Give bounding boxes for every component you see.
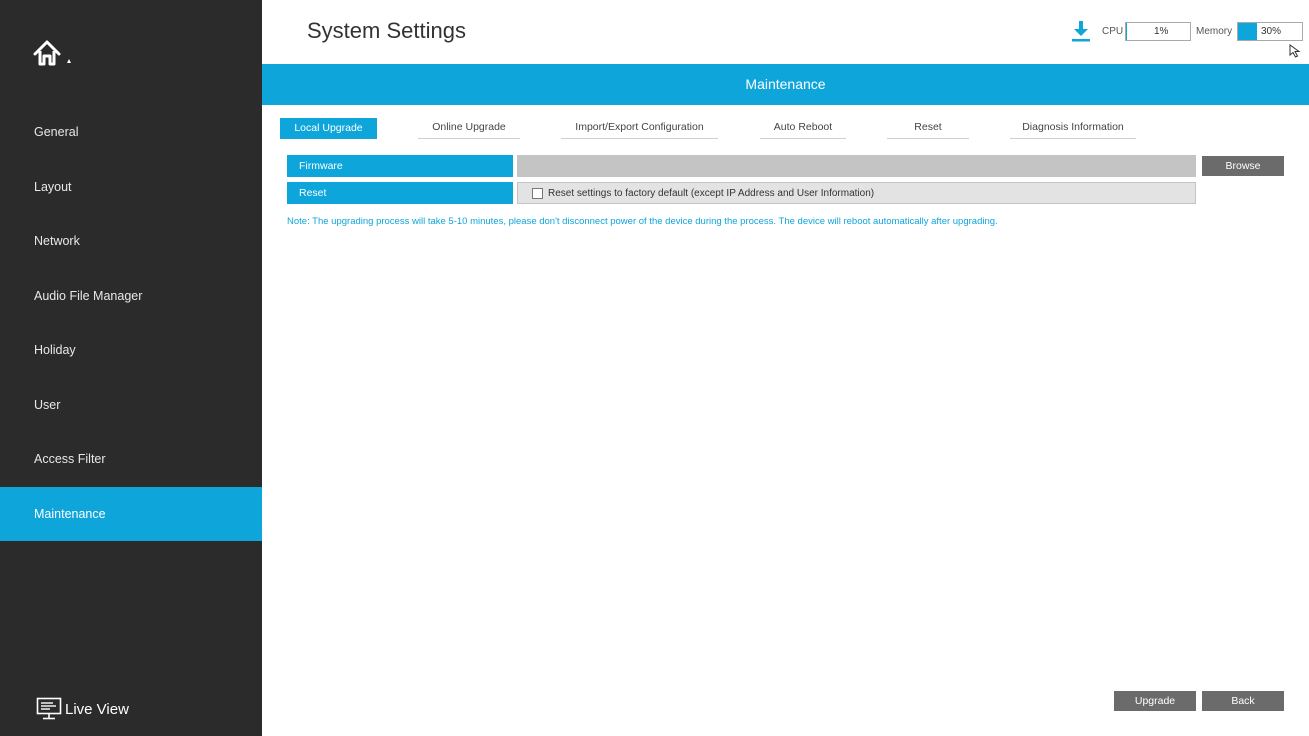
memory-value: 30%: [1261, 26, 1282, 37]
sidebar-item-access-filter[interactable]: [0, 432, 262, 486]
upgrade-button[interactable]: Upgrade: [1114, 691, 1196, 711]
sidebar-item-label: General: [34, 125, 79, 139]
sidebar-item-audio-file-manager[interactable]: [0, 269, 262, 323]
tab-online-upgrade[interactable]: Online Upgrade: [418, 118, 520, 139]
page-title: System Settings: [307, 18, 466, 43]
back-button[interactable]: Back: [1202, 691, 1284, 711]
sidebar-item-label: Network: [34, 234, 80, 248]
download-icon[interactable]: [1070, 20, 1092, 42]
sidebar-item-label: Maintenance: [34, 507, 106, 521]
home-icon[interactable]: [33, 38, 77, 70]
sidebar-item-layout[interactable]: [0, 160, 262, 214]
tab-diagnosis-information[interactable]: Diagnosis Information: [1010, 118, 1136, 139]
sidebar-item-label: Holiday: [34, 343, 76, 357]
memory-meter-fill: [1238, 23, 1257, 40]
sidebar-item-label: Access Filter: [34, 452, 106, 466]
memory-label: Memory: [1196, 26, 1233, 37]
sidebar: [0, 0, 262, 736]
sidebar-item-label: Layout: [34, 180, 72, 194]
firmware-label: Firmware: [287, 155, 513, 177]
firmware-file-field[interactable]: [517, 155, 1196, 177]
factory-reset-checkbox[interactable]: [532, 188, 543, 199]
cpu-value: 1%: [1154, 26, 1169, 37]
reset-option-field: [517, 182, 1196, 204]
tab-import-export-configuration[interactable]: Import/Export Configuration: [561, 118, 718, 139]
pointer-cursor-icon: [1289, 44, 1301, 58]
sidebar-item-general[interactable]: [0, 105, 262, 159]
cpu-label: CPU: [1102, 26, 1124, 37]
sidebar-item-user[interactable]: [0, 378, 262, 432]
upgrade-note: Note: The upgrading process will take 5-10 minutes, please don't disconnect power of the device during the process. The device will reboot automatically after upgrading.: [287, 216, 998, 227]
tab-local-upgrade[interactable]: Local Upgrade: [280, 118, 377, 139]
tab-auto-reboot[interactable]: Auto Reboot: [760, 118, 846, 139]
sidebar-item-label: Audio File Manager: [34, 289, 143, 303]
cpu-meter-fill: [1126, 23, 1127, 40]
sidebar-item-maintenance[interactable]: [0, 487, 262, 541]
sidebar-item-network[interactable]: [0, 214, 262, 268]
cpu-meter: [1125, 22, 1191, 41]
monitor-icon: [36, 697, 62, 721]
factory-reset-option-label: Reset settings to factory default (except IP Address and User Information): [548, 187, 875, 199]
live-view-label: Live View: [65, 700, 129, 718]
sidebar-item-holiday[interactable]: [0, 323, 262, 377]
sidebar-item-label: User: [34, 398, 61, 412]
browse-button[interactable]: Browse: [1202, 156, 1284, 176]
reset-label: Reset: [287, 182, 513, 204]
tab-reset[interactable]: Reset: [887, 118, 969, 139]
section-title: Maintenance: [262, 64, 1309, 105]
memory-meter: [1237, 22, 1303, 41]
live-view-button[interactable]: [36, 696, 129, 722]
